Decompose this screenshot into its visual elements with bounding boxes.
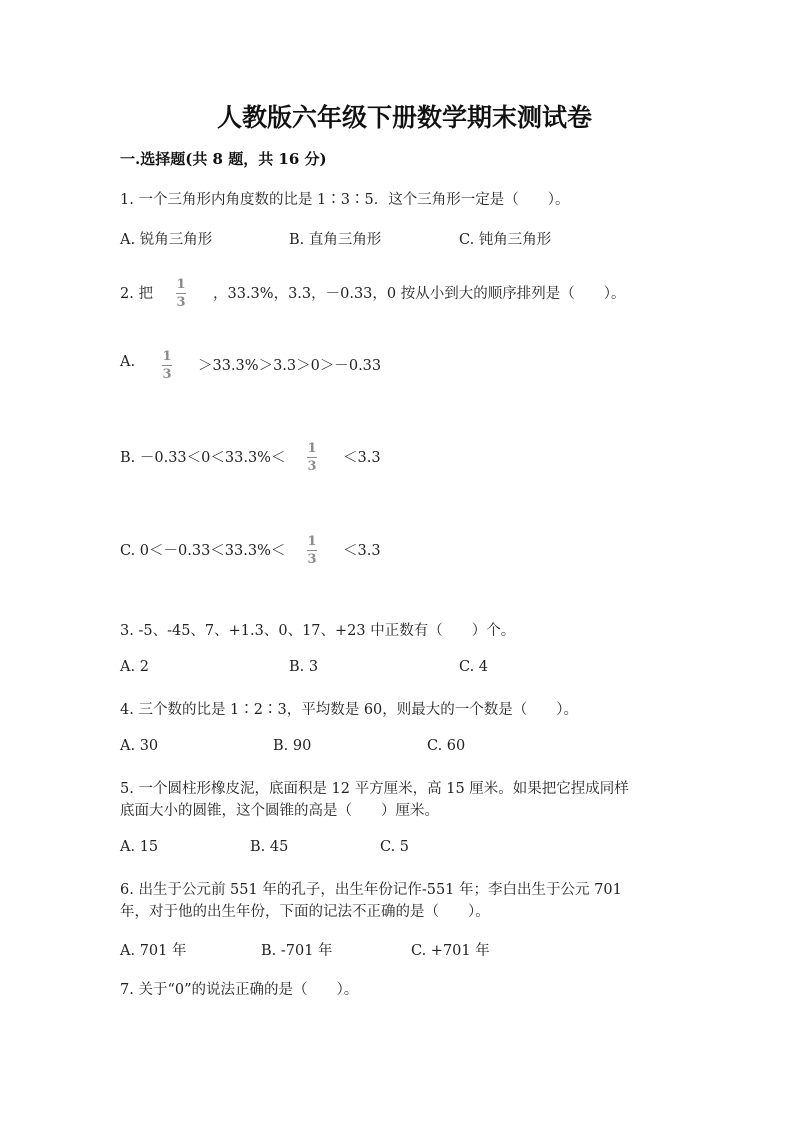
q2-option-b-text: B. －0.33＜0＜33.3%＜: [120, 450, 286, 466]
q4-option-a: A. 30: [120, 738, 159, 754]
question-2-suffix: ，33.3%，3.3，－0.33，0 按从小到大的顺序排列是（ ）。: [213, 286, 626, 302]
q4-option-c: C. 60: [427, 738, 466, 754]
fraction-numerator: 1: [162, 349, 172, 364]
fraction-one-third: [307, 442, 317, 473]
q5-option-c: C. 5: [380, 839, 410, 855]
question-1: 1. 一个三角形内角度数的比是 1∶3∶5．这个三角形一定是（ ）。: [120, 192, 570, 208]
q1-option-b: B. 直角三角形: [289, 232, 382, 248]
q3-option-c: C. 4: [459, 659, 489, 675]
q2-option-b-end: ＜3.3: [343, 450, 381, 466]
question-7: 7. 关于“0”的说法正确的是（ ）。: [120, 982, 359, 998]
q3-option-b: B. 3: [289, 659, 319, 675]
q4-option-b: B. 90: [273, 738, 312, 754]
fraction-bar: [307, 550, 317, 551]
q2-option-c-end: ＜3.3: [343, 543, 381, 559]
fraction-denominator: 3: [176, 295, 186, 310]
question-2-prefix: 2. 把: [120, 286, 153, 302]
page-title: 人教版六年级下册数学期末测试卷: [217, 103, 593, 132]
question-6-line-2: 年，对于他的出生年份，下面的记法不正确的是（ ）。: [120, 904, 490, 920]
question-3: 3. -5、-45、7、+1.3、0、17、+23 中正数有（ ）个。: [120, 623, 516, 639]
fraction-numerator: 1: [307, 441, 317, 456]
q3-option-a: A. 2: [120, 659, 149, 675]
fraction-bar: [307, 457, 317, 458]
question-5-line-1: 5. 一个圆柱形橡皮泥，底面积是 12 平方厘米，高 15 厘米。如果把它捏成同样: [120, 781, 629, 797]
fraction-bar: [162, 365, 172, 366]
q5-option-a: A. 15: [120, 839, 159, 855]
fraction-denominator: 3: [307, 552, 317, 567]
q6-option-c: C. +701 年: [411, 943, 490, 959]
q2-option-a-text: ＞33.3%＞3.3＞0＞－0.33: [198, 358, 382, 374]
fraction-numerator: 1: [307, 534, 317, 549]
q6-option-b: B. -701 年: [261, 943, 333, 959]
q2-option-a-label: A.: [120, 354, 136, 370]
fraction-one-third: [307, 535, 317, 566]
question-6-line-1: 6. 出生于公元前 551 年的孔子，出生年份记作-551 年；李白出生于公元 701: [120, 882, 622, 898]
fraction-one-third: [162, 350, 172, 381]
fraction-numerator: 1: [176, 277, 186, 292]
question-4: 4. 三个数的比是 1∶2∶3，平均数是 60，则最大的一个数是（ ）。: [120, 702, 579, 718]
q5-option-b: B. 45: [250, 839, 289, 855]
fraction-bar: [176, 293, 186, 294]
fraction-one-third: [176, 278, 186, 309]
fraction-denominator: 3: [307, 459, 317, 474]
q1-option-c: C. 钝角三角形: [459, 232, 552, 248]
q1-option-a: A. 锐角三角形: [120, 232, 213, 248]
q2-option-c-text: C. 0＜－0.33＜33.3%＜: [120, 543, 286, 559]
fraction-denominator: 3: [162, 367, 172, 382]
q6-option-a: A. 701 年: [120, 943, 187, 959]
question-5-line-2: 底面大小的圆锥，这个圆锥的高是（ ）厘米。: [120, 803, 439, 819]
section-heading: 一.选择题(共 8 题，共 16 分): [120, 150, 327, 168]
